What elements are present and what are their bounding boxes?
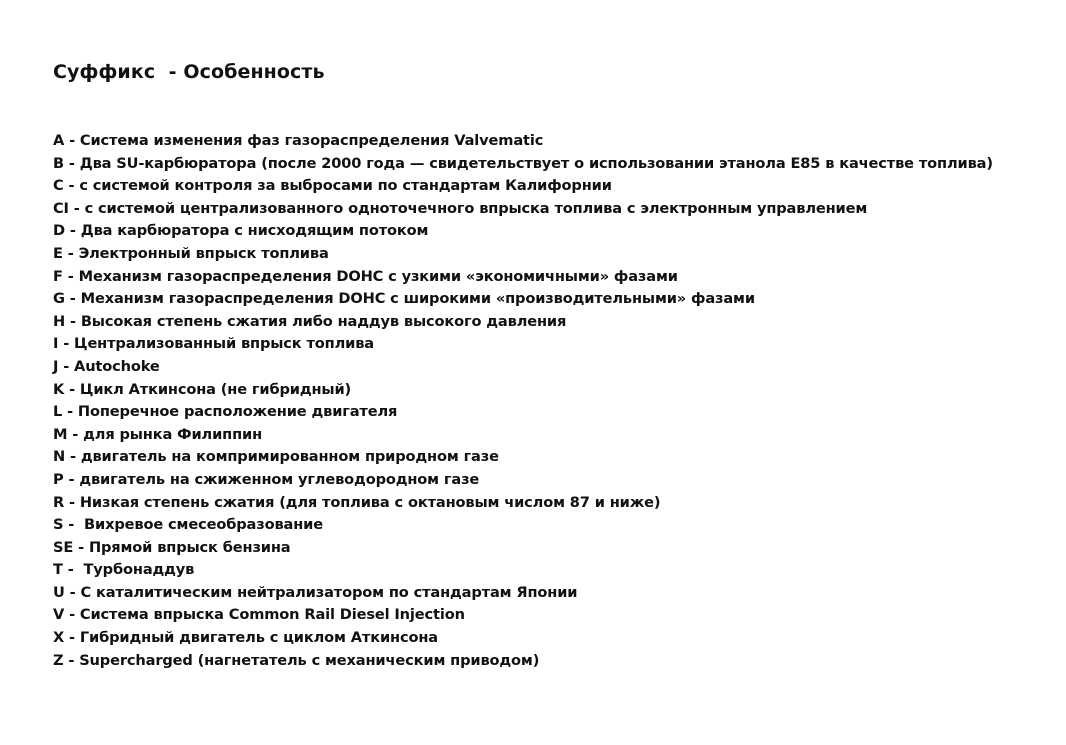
list-item: S - Вихревое смесеобразование (53, 516, 323, 534)
list-item: X - Гибридный двигатель с циклом Аткинсона (53, 629, 438, 647)
suffix-list (53, 130, 993, 672)
list-item: P - двигатель на сжиженном углеводородном газе (53, 470, 480, 488)
list-item: C - с системой контроля за выбросами по стандартам Калифорнии (53, 177, 612, 195)
page-title: Суффикс - Особенность (53, 61, 325, 83)
list-item: D - Два карбюратора с нисходящим потоком (53, 222, 429, 240)
list-item: J - Autochoke (53, 357, 160, 375)
list-item: M - для рынка Филиппин (53, 425, 263, 443)
list-item: SE - Прямой впрыск бензина (53, 538, 291, 556)
list-item: I - Централизованный впрыск топлива (53, 335, 375, 353)
list-item: R - Низкая степень сжатия (для топлива с октановым числом 87 и ниже) (53, 493, 661, 511)
list-item: B - Два SU-карбюратора (после 2000 года — свидетельствует о использовании этанола Е85 в качестве топлива) (53, 154, 993, 172)
list-item: Z - Supercharged (нагнетатель с механическим приводом) (53, 651, 540, 669)
list-item: H - Высокая степень сжатия либо наддув высокого давления (53, 312, 567, 330)
list-item: T - Турбонаддув (53, 561, 195, 579)
list-item: K - Цикл Аткинсона (не гибридный) (53, 380, 352, 398)
list-item: F - Механизм газораспределения DOHC с узкими «экономичными» фазами (53, 267, 678, 285)
list-item: U - С каталитическим нейтрализатором по стандартам Японии (53, 583, 578, 601)
list-item: A - Система изменения фаз газораспределения Valvematic (53, 132, 544, 149)
list-item: V - Система впрыска Common Rail Diesel Injection (53, 606, 465, 624)
list-item: E - Электронный впрыск топлива (53, 244, 329, 262)
list-item: CI - с системой централизованного одноточечного впрыска топлива с электронным управлением (53, 199, 868, 217)
list-item: L - Поперечное расположение двигателя (53, 403, 398, 421)
list-item: N - двигатель на компримированном природном газе (53, 448, 499, 466)
list-item: G - Механизм газораспределения DOHC с широкими «производительными» фазами (53, 290, 755, 308)
